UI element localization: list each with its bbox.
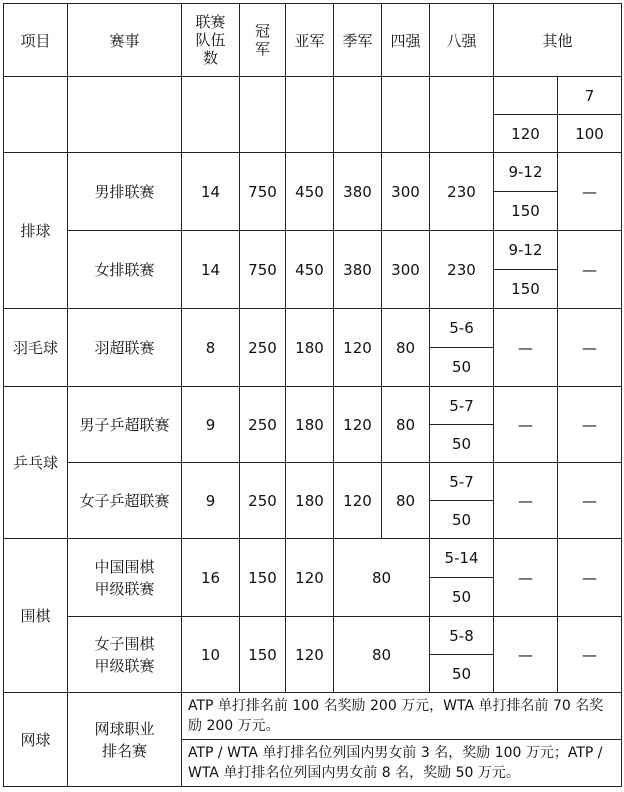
- table-row: [4, 309, 622, 348]
- third-top4-value: 80: [334, 539, 430, 617]
- event-name: 女子围棋 甲级联赛: [68, 617, 182, 693]
- teams-count: 8: [182, 309, 240, 387]
- other-b: —: [558, 617, 622, 693]
- other-a: —: [494, 463, 558, 539]
- top4-value: 300: [382, 153, 430, 231]
- header-top8: 八强: [430, 4, 494, 77]
- champion-value: 750: [240, 153, 286, 231]
- top8-rank: 5-14: [430, 539, 494, 578]
- third-top4-value: 80: [334, 617, 430, 693]
- empty-cell: [430, 77, 494, 153]
- header-third: 季军: [334, 4, 382, 77]
- table-row: [4, 617, 622, 655]
- other-b: —: [558, 309, 622, 387]
- other-rank: 9-12: [494, 231, 558, 270]
- runner-up-value: 180: [286, 309, 334, 387]
- event-name: 网球职业 排名赛: [68, 693, 182, 787]
- teams-count: 9: [182, 387, 240, 463]
- runner-up-value: 450: [286, 231, 334, 309]
- champion-value: 150: [240, 617, 286, 693]
- project-table-tennis: 乒乓球: [4, 387, 68, 539]
- teams-count: 14: [182, 231, 240, 309]
- event-name: 中国围棋 甲级联赛: [68, 539, 182, 617]
- project-tennis: 网球: [4, 693, 68, 787]
- empty-cell: [240, 77, 286, 153]
- runner-up-value: 450: [286, 153, 334, 231]
- top4-value: 80: [382, 387, 430, 463]
- runner-up-value: 120: [286, 539, 334, 617]
- table-row: [4, 693, 622, 740]
- champion-value: 750: [240, 231, 286, 309]
- tennis-note-2: ATP / WTA 单打排名位列国内男女前 3 名，奖励 100 万元；ATP / WTA 单打排名位列国内男女前 8 名，奖励 50 万元。: [182, 740, 622, 787]
- event-name: 男子乒超联赛: [68, 387, 182, 463]
- empty-cell: [382, 77, 430, 153]
- top8-value: 50: [430, 578, 494, 617]
- top8-rank: 5-7: [430, 387, 494, 425]
- table-row: [4, 153, 622, 192]
- champion-value: 250: [240, 309, 286, 387]
- empty-cell: [334, 77, 382, 153]
- champion-value: 250: [240, 387, 286, 463]
- third-value: 380: [334, 231, 382, 309]
- top4-value: 80: [382, 463, 430, 539]
- runner-up-value: 120: [286, 617, 334, 693]
- teams-count: 14: [182, 153, 240, 231]
- other-b: —: [558, 463, 622, 539]
- other-a: —: [494, 309, 558, 387]
- top8-value: 50: [430, 501, 494, 539]
- empty-cell: [494, 77, 558, 115]
- top8-value: 230: [430, 153, 494, 231]
- other-value: 150: [494, 270, 558, 309]
- other-rank: 9-12: [494, 153, 558, 192]
- other-value: 150: [494, 192, 558, 231]
- prize-table: [3, 3, 622, 787]
- other-extra: —: [558, 231, 622, 309]
- other-extra: —: [558, 153, 622, 231]
- table-row: [4, 539, 622, 578]
- other-b: —: [558, 539, 622, 617]
- header-row: [4, 4, 622, 77]
- other-left-value: 120: [494, 115, 558, 153]
- event-name: 女子乒超联赛: [68, 463, 182, 539]
- empty-cell: [182, 77, 240, 153]
- top4-value: 80: [382, 309, 430, 387]
- top8-value: 50: [430, 425, 494, 463]
- empty-cell: [286, 77, 334, 153]
- header-top4: 四强: [382, 4, 430, 77]
- project-badminton: 羽毛球: [4, 309, 68, 387]
- table-row: [4, 77, 622, 115]
- teams-count: 16: [182, 539, 240, 617]
- other-a: —: [494, 387, 558, 463]
- header-runner-up: 亚军: [286, 4, 334, 77]
- other-b: —: [558, 387, 622, 463]
- header-project: 项目: [4, 4, 68, 77]
- third-value: 120: [334, 309, 382, 387]
- header-other: 其他: [494, 4, 622, 77]
- runner-up-value: 180: [286, 463, 334, 539]
- champion-value: 250: [240, 463, 286, 539]
- top8-value: 50: [430, 655, 494, 693]
- other-a: —: [494, 539, 558, 617]
- other-rank: 7: [558, 77, 622, 115]
- top4-value: 300: [382, 231, 430, 309]
- header-champion: 冠 军: [240, 4, 286, 77]
- empty-cell: [4, 77, 68, 153]
- teams-count: 9: [182, 463, 240, 539]
- third-value: 380: [334, 153, 382, 231]
- other-right-value: 100: [558, 115, 622, 153]
- top8-value: 230: [430, 231, 494, 309]
- table-row: [4, 231, 622, 270]
- event-name: 羽超联赛: [68, 309, 182, 387]
- top8-rank: 5-8: [430, 617, 494, 655]
- event-name: 女排联赛: [68, 231, 182, 309]
- table-row: [4, 463, 622, 501]
- empty-cell: [68, 77, 182, 153]
- runner-up-value: 180: [286, 387, 334, 463]
- other-a: —: [494, 617, 558, 693]
- champion-value: 150: [240, 539, 286, 617]
- header-teams: 联赛 队伍 数: [182, 4, 240, 77]
- project-volleyball: 排球: [4, 153, 68, 309]
- project-go: 围棋: [4, 539, 68, 693]
- teams-count: 10: [182, 617, 240, 693]
- event-name: 男排联赛: [68, 153, 182, 231]
- table-row: [4, 387, 622, 425]
- header-event: 赛事: [68, 4, 182, 77]
- top8-rank: 5-7: [430, 463, 494, 501]
- third-value: 120: [334, 463, 382, 539]
- tennis-note-1: ATP 单打排名前 100 名奖励 200 万元，WTA 单打排名前 70 名奖励 200 万元。: [182, 693, 622, 740]
- top8-value: 50: [430, 348, 494, 387]
- third-value: 120: [334, 387, 382, 463]
- top8-rank: 5-6: [430, 309, 494, 348]
